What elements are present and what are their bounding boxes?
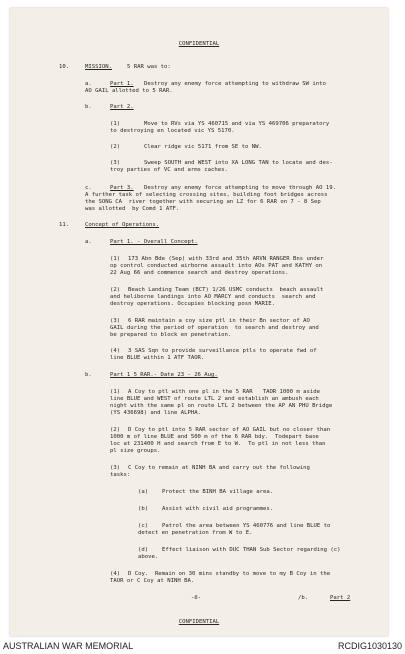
- para-11b-sub-line: above.: [138, 554, 159, 560]
- para-10-number: 10.: [59, 64, 70, 70]
- para-11b-sub-line: Effect liaison with DUC THAN Sub Sector regarding (c): [162, 547, 341, 553]
- para-11a-item-line: 22 Aug 66 and commence search and destroy operations.: [110, 270, 289, 276]
- para-11b-item-line: tasks:: [110, 472, 131, 478]
- para-10c-line: was allotted by Comd 1 ATF.: [85, 206, 180, 212]
- para-10a-label: a.: [85, 81, 92, 87]
- para-11a-item-line: op control conducted airborne assault into AOs PAT and KATHY on: [110, 263, 323, 269]
- para-11a-item-line: GAIL during the period of operation to search and destroy and: [110, 325, 319, 331]
- para-10a-line: AO GAIL allotted to 5 RAR.: [85, 88, 173, 94]
- archive-credit-bar: [0, 640, 405, 654]
- para-11a-title: Part 1. - Overall Concept.: [110, 239, 198, 245]
- para-11b-item-line: TAOR or C Coy at NINH BA.: [110, 578, 195, 584]
- para-10b-item-num: (3): [110, 160, 121, 166]
- para-11a-item-line: 173 Abn Bde (Sep) with 33rd and 35th ARVN RANGER Bns under: [128, 256, 324, 262]
- para-11a-item-num: (4): [110, 348, 121, 354]
- para-11b-sub-line: Protect the BINH BA village area.: [162, 489, 274, 495]
- para-10c-line: A further task of selecting crossing sites, building foot bridges across: [85, 192, 328, 198]
- para-10c-line: Destroy any enemy force attempting to move through AO 19.: [144, 185, 336, 191]
- continuation-label: Part 2: [330, 595, 351, 601]
- para-11b-item-line: pl size groups.: [110, 448, 161, 454]
- para-11b-item-line: 1000 m of line BLUE and 500 m of the 6 RAR bdy. Todepart base: [110, 434, 319, 440]
- para-10b-item-line: Move to RVs via YS 460715 and via YS 469706 preparatory: [144, 121, 330, 127]
- para-11a-item-num: (2): [110, 287, 121, 293]
- para-11a-item-line: line BLUE within 1 ATF TAOR.: [110, 355, 205, 361]
- classification-footer: CONFIDENTIAL: [178, 619, 220, 625]
- para-11b-title: Part 1 5 RAR.- Date 23 - 26 Aug.: [110, 372, 218, 378]
- para-11b-sub-num: (c): [138, 523, 149, 529]
- para-11b-sub-line: Assist with civil aid programmes.: [162, 506, 274, 512]
- para-10c-line: the SONG CA river together with securing an LZ for 6 RAR on 7 - 8 Sep: [85, 199, 321, 205]
- document-body: [10, 8, 388, 636]
- para-11b-sub-num: (b): [138, 506, 149, 512]
- classification-header: CONFIDENTIAL: [178, 41, 220, 47]
- para-11b-item-line: night with the same pl on route LTL 2 between the AP AN PHU Bridge: [110, 403, 333, 409]
- para-11b-sub-line: detect en penetration from W to E.: [138, 530, 253, 536]
- para-11a-item-line: and heliborne landings into AO MARCY and conducts search and: [110, 294, 316, 300]
- para-11b-label: b.: [85, 372, 92, 378]
- para-10b-item-line: troy parties of VC and arms caches.: [110, 167, 228, 173]
- para-10-intro: 5 RAR was to:: [127, 64, 171, 70]
- para-11b-item-line: C Coy to remain at NINH BA and carry out the following: [128, 465, 310, 471]
- para-10c-label: c.: [85, 185, 92, 191]
- para-11b-item-line: (YS 436698) and line ALPHA.: [110, 410, 201, 416]
- para-10b-item-line: to destroying en located vic YS 5170.: [110, 128, 235, 134]
- para-11b-item-line: D Coy. Remain on 30 mins standby to move to my B Coy in the: [128, 571, 331, 577]
- para-11b-item-num: (1): [110, 389, 121, 395]
- continuation-ref: /b.: [298, 595, 309, 601]
- para-11-number: 11.: [59, 222, 70, 228]
- para-11b-item-line: A Coy to ptl with one pl in the 5 RAR TAOR 1000 m aside: [128, 389, 320, 395]
- para-11b-item-num: (2): [110, 427, 121, 433]
- para-11b-sub-num: (a): [138, 489, 149, 495]
- para-11a-item-num: (3): [110, 318, 121, 324]
- archive-credit-right: RCDIG1030130: [337, 641, 402, 651]
- para-11b-sub-line: Patrol the area between YS 460776 and line BLUE to: [162, 523, 331, 529]
- para-11-heading: Concept of Operations.: [85, 222, 160, 228]
- para-11a-item-num: (1): [110, 256, 121, 262]
- para-10a-title: Part 1.: [110, 81, 134, 87]
- para-10b-item-line: Clear ridge vic 5171 from SE to NW.: [144, 144, 262, 150]
- para-11a-label: a.: [85, 239, 92, 245]
- para-11a-item-line: 6 RAR maintain a coy size ptl in their Bn sector of AO: [128, 318, 310, 324]
- para-10c-title: Part 3.: [110, 185, 134, 191]
- page-number: -6-: [191, 595, 202, 601]
- para-10b-item-line: Sweep SOUTH and WEST into XA LONG TAN to locate and des-: [144, 160, 333, 166]
- para-10b-label: b.: [85, 104, 92, 110]
- para-11a-item-line: 3 SAS Sqn to provide surveillance ptls to operate fwd of: [128, 348, 317, 354]
- document-page: [10, 8, 388, 636]
- para-11b-item-num: (3): [110, 465, 121, 471]
- para-11b-item-line: loc at 231400 H and search from E to W. To ptl in not less than: [110, 441, 326, 447]
- para-11a-item-line: be prepared to block en penetration.: [110, 332, 232, 338]
- para-10b-item-num: (2): [110, 144, 121, 150]
- para-11b-item-line: D Coy to ptl into 5 RAR sector of AO GAIL but no closer than: [128, 427, 331, 433]
- para-10a-line: Destroy any enemy force attempting to withdraw SW into: [144, 81, 326, 87]
- para-10-heading: MISSION.: [85, 64, 112, 70]
- para-10b-title: Part 2.: [110, 104, 134, 110]
- archive-credit-left: AUSTRALIAN WAR MEMORIAL: [3, 641, 134, 651]
- para-11a-item-line: destroy operations. Occupies blocking posn MARIE.: [110, 301, 276, 307]
- para-11a-item-line: Beach Landing Team (BCT) 1/26 USMC conducts beach assault: [128, 287, 324, 293]
- para-11b-sub-num: (d): [138, 547, 149, 553]
- para-11b-item-num: (4): [110, 571, 121, 577]
- para-11b-item-line: line BLUE and WEST of route LTL 2 and establish an ambush each: [110, 396, 319, 402]
- para-10b-item-num: (1): [110, 121, 121, 127]
